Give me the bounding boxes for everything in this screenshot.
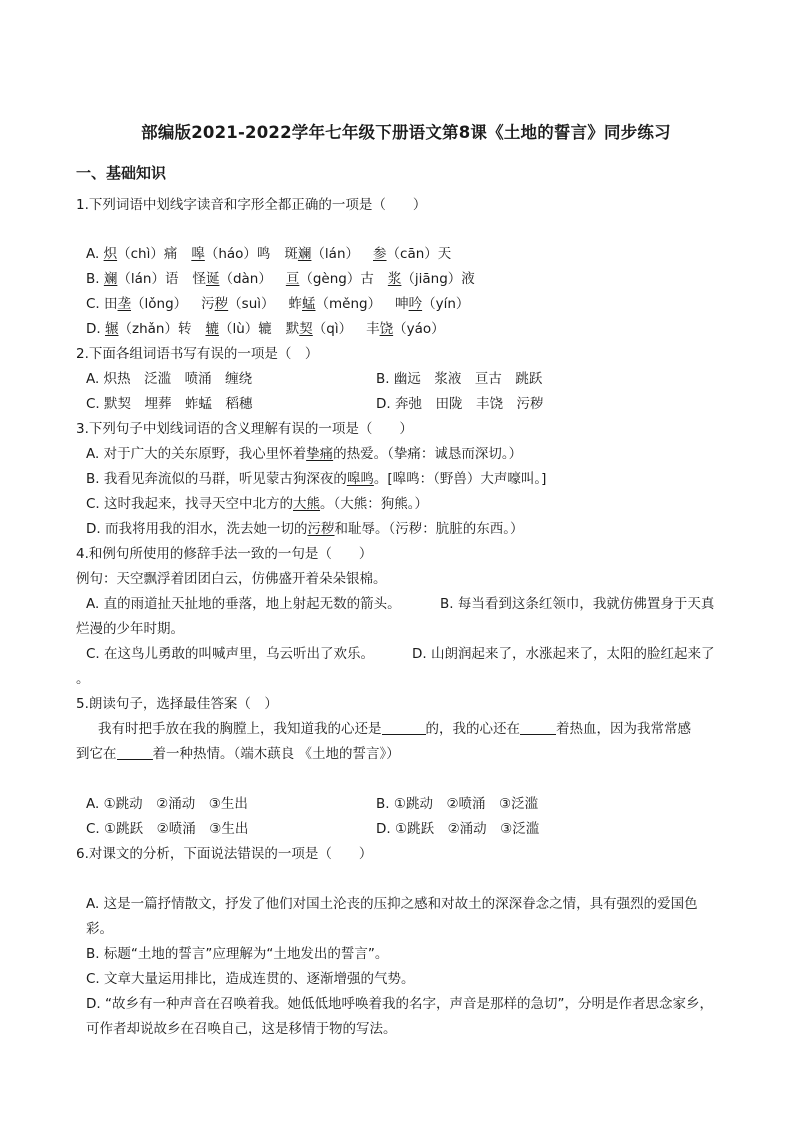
q1-option-d[interactable]: D. 辗（zhǎn）转 辘（lù）辘 默契（qì） 丰饶（yáo） — [86, 321, 445, 337]
blank-2[interactable] — [520, 720, 556, 735]
q3-option-b[interactable]: B. 我看见奔流似的马群，听见蒙古狗深夜的嗥鸣。[嗥鸣：（野兽）大声嚎叫。] — [86, 471, 547, 487]
q5-option-d[interactable]: D. ①跳跃 ②涌动 ③泛滥 — [376, 821, 540, 837]
q5-option-c[interactable]: C. ①跳跃 ②喷涌 ③生出 — [86, 821, 249, 837]
q3-option-c[interactable]: C. 这时我起来，找寻天空中北方的大熊。（大熊：狗熊。） — [86, 496, 429, 512]
q2-option-c[interactable]: C. 默契 埋葬 蚱蜢 稻穗 — [86, 396, 253, 412]
q2-option-b[interactable]: B. 幽远 浆液 亘古 跳跃 — [376, 371, 543, 387]
q4-option-c[interactable]: C. 在这鸟儿勇敢的叫喊声里，乌云听出了欢乐。 — [86, 646, 375, 662]
q6-option-d-continued: 可作者却说故乡在召唤自己，这是移情于物的写法。 — [86, 1021, 397, 1037]
q5-option-a[interactable]: A. ①跳动 ②涌动 ③生出 — [86, 796, 248, 812]
q6-option-a[interactable]: A. 这是一篇抒情散文，抒发了他们对国土沦丧的压抑之感和对故土的深深眷念之情，具有强烈的爱国色 — [86, 896, 698, 912]
blank-1[interactable] — [382, 720, 426, 735]
q3-option-a[interactable]: A. 对于广大的关东原野，我心里怀着挚痛的热爱。（挚痛：诚恳而深切。） — [86, 446, 523, 462]
q6-stem: 6.对课文的分析，下面说法错误的一项是（ ） — [76, 846, 373, 862]
q1-stem: 1.下列词语中划线字读音和字形全都正确的一项是（ ） — [76, 197, 427, 213]
q4-option-a[interactable]: A. 直的雨道扯天扯地的垂落，地上射起无数的箭头。 — [86, 596, 401, 612]
q5-passage-line-2: 到它在 着一种热情。（端木蕻良 《土地的誓言》） — [76, 746, 400, 762]
q4-example: 例句：天空飘浮着团团白云，仿佛盛开着朵朵银棉。 — [76, 571, 387, 587]
q1-option-c[interactable]: C. 田垄（lǒng） 污秽（suì） 蚱蜢（měng） 呻吟（yín） — [86, 296, 470, 312]
q4-option-d-continued: 。 — [76, 671, 90, 687]
q5-option-b[interactable]: B. ①跳动 ②喷涌 ③泛滥 — [376, 796, 539, 812]
q1-option-a[interactable]: A. 炽（chì）痛 嗥（háo）鸣 斑斓（lán） 参（cān）天 — [86, 246, 452, 262]
q4-option-d[interactable]: D. 山朗润起来了，水涨起来了，太阳的脸红起来了 — [412, 646, 715, 662]
q2-option-d[interactable]: D. 奔弛 田陇 丰饶 污秽 — [376, 396, 544, 412]
q3-option-d[interactable]: D. 而我将用我的泪水，洗去她一切的污秽和耻辱。（污秽：肮脏的东西。） — [86, 521, 524, 537]
q6-option-b[interactable]: B. 标题“土地的誓言”应理解为“土地发出的誓言”。 — [86, 946, 389, 962]
q6-option-a-continued: 彩。 — [86, 921, 113, 937]
page-title: 部编版2021-2022学年七年级下册语文第8课《土地的誓言》同步练习 — [141, 123, 671, 142]
q5-passage-line-1: 我有时把手放在我的胸膛上，我知道我的心还是 的，我的心还在 着热血，因为我常常感 — [98, 721, 691, 737]
q3-stem: 3.下列句子中划线词语的含义理解有误的一项是（ ） — [76, 421, 413, 437]
q2-option-a[interactable]: A. 炽热 泛滥 喷涌 缠绕 — [86, 371, 253, 387]
q2-stem: 2.下面各组词语书写有误的一项是（ ） — [76, 346, 319, 362]
q4-option-b-continued: 烂漫的少年时期。 — [76, 621, 184, 637]
q6-option-c[interactable]: C. 文章大量运用排比，造成连贯的、逐渐增强的气势。 — [86, 971, 415, 987]
q6-option-d[interactable]: D. “故乡有一种声音在召唤着我。她低低地呼唤着我的名字，声音是那样的急切”，分明是作者思念家乡， — [86, 996, 713, 1012]
q4-option-b[interactable]: B. 每当看到这条红领巾，我就仿佛置身于天真 — [440, 596, 715, 612]
q1-option-b[interactable]: B. 斓（lán）语 怪诞（dàn） 亘（gèng）古 浆（jiāng）液 — [86, 271, 475, 287]
section-heading: 一、基础知识 — [76, 164, 167, 182]
blank-3[interactable] — [117, 745, 153, 760]
q4-stem: 4.和例句所使用的修辞手法一致的一句是（ ） — [76, 546, 373, 562]
q5-stem: 5.朗读句子，选择最佳答案（ ） — [76, 696, 278, 712]
